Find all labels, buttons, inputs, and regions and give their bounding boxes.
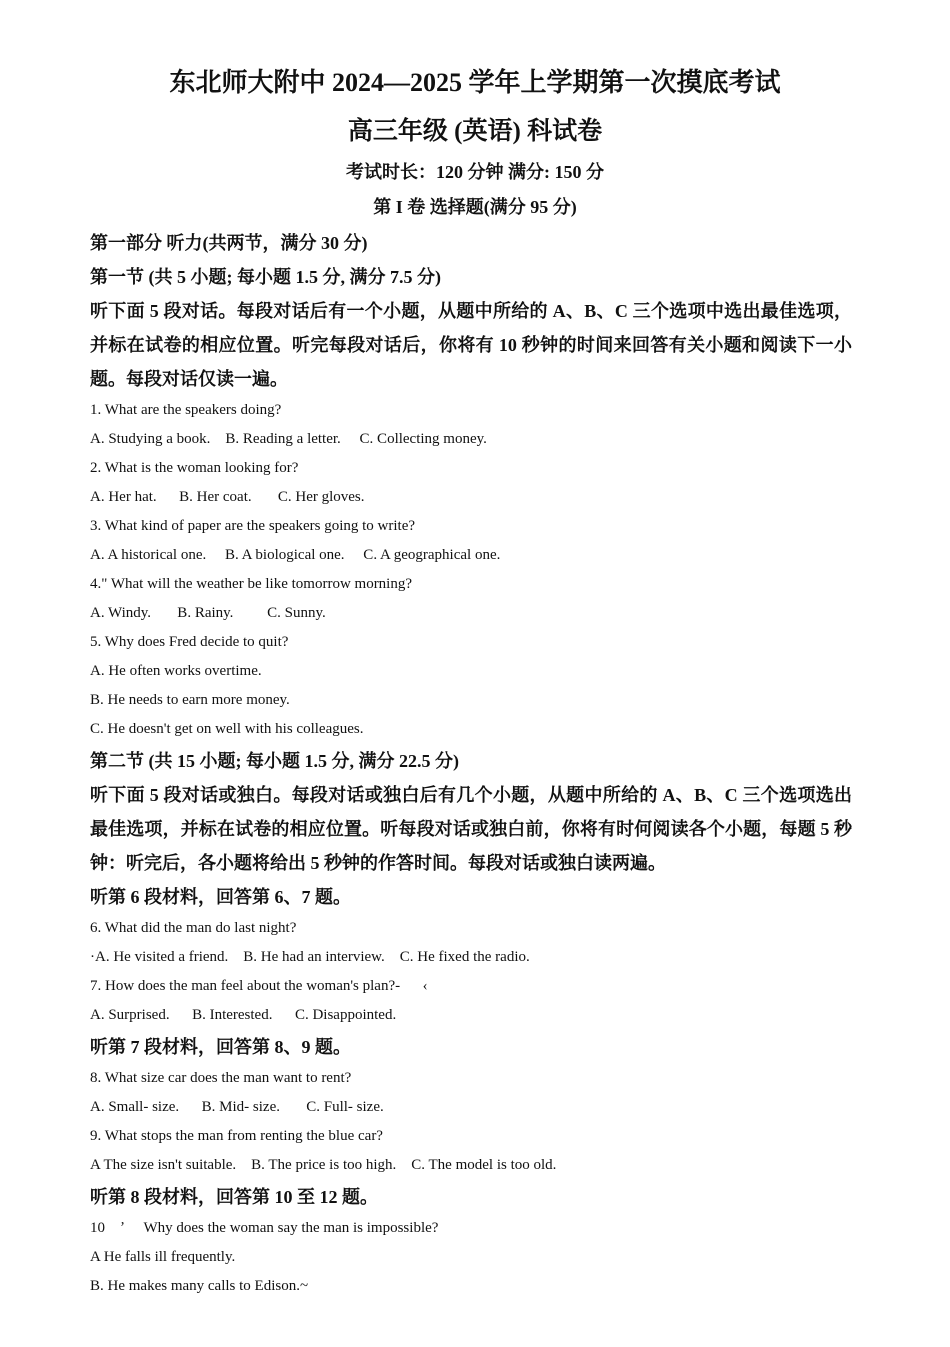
option-line: A. Small- size. B. Mid- size. C. Full- size. [90, 1099, 384, 1115]
option-line: A. Her hat. B. Her coat. C. Her gloves. [90, 489, 365, 505]
section1-heading: 第一节 (共 5 小题; 每小题 1.5 分, 满分 7.5 分) [90, 267, 441, 287]
question-line: 4." What will the weather be like tomorrow morning? [90, 576, 413, 592]
exam-title: 东北师大附中 2024—2025 学年上学期第一次摸底考试 [169, 68, 781, 97]
option-line: A The size isn't suitable. B. The price is too high. C. The model is too old. [90, 1157, 557, 1173]
material7-questions [90, 1064, 852, 1180]
section2-heading: 第二节 (共 15 小题; 每小题 1.5 分, 满分 22.5 分) [90, 751, 459, 771]
material7-heading: 听第 7 段材料，回答第 8、9 题。 [90, 1037, 351, 1057]
material6-questions [90, 914, 852, 1030]
option-line: A. Surprised. B. Interested. C. Disappointed. [90, 1007, 397, 1023]
exam-time-score: 考试时长：120 分钟 满分: 150 分 [346, 162, 604, 182]
option-line: A. A historical one. B. A biological one. C. A geographical one. [90, 547, 501, 563]
section1-instruction: 听下面 5 段对话。每段对话后有一个小题，从题中所给的 A、B、C 三个选项中选出最佳选项，并标在试卷的相应位置。听完每段对话后，你将有 10 秒钟的时间来回答有关小题和阅读下一小题。每段对话仅读一遍。 [90, 301, 852, 389]
material8-heading: 听第 8 段材料，回答第 10 至 12 题。 [90, 1187, 378, 1207]
option-line: A. Studying a book. B. Reading a letter. C. Collecting money. [90, 431, 487, 447]
section1-questions [90, 396, 852, 744]
option-line: A He falls ill frequently. [90, 1249, 236, 1265]
question-line: 9. What stops the man from renting the blue car? [90, 1128, 383, 1144]
option-line: B. He makes many calls to Edison.~ [90, 1278, 309, 1294]
volume-heading: 第 I 卷 选择题(满分 95 分) [373, 197, 577, 217]
material8-questions [90, 1214, 852, 1301]
section2-instruction: 听下面 5 段对话或独白。每段对话或独白后有几个小题，从题中所给的 A、B、C 三个选项选出最佳选项，并标在试卷的相应位置。听每段对话或独白前，你将有时何阅读各个小题，每题 5 秒钟：听完后，各小题将给出 5 秒钟的作答时间。每段对话或独白读两遍。 [90, 785, 852, 873]
question-line: 8. What size car does the man want to rent? [90, 1070, 352, 1086]
question-line: 6. What did the man do last night? [90, 920, 297, 936]
question-line: 3. What kind of paper are the speakers going to write? [90, 518, 416, 534]
option-line: ·A. He visited a friend. B. He had an interview. C. He fixed the radio. [90, 949, 530, 965]
option-line: C. He doesn't get on well with his colleagues. [90, 721, 364, 737]
option-line: A. Windy. B. Rainy. C. Sunny. [90, 605, 326, 621]
question-line: 2. What is the woman looking for? [90, 460, 299, 476]
question-line: 7. How does the man feel about the woman's plan?- ‹ [90, 978, 428, 994]
option-line: B. He needs to earn more money. [90, 692, 290, 708]
option-line: A. He often works overtime. [90, 663, 262, 679]
question-line: 5. Why does Fred decide to quit? [90, 634, 289, 650]
question-line: 10 ʼ Why does the woman say the man is impossible? [90, 1220, 439, 1236]
material6-heading: 听第 6 段材料，回答第 6、7 题。 [90, 887, 351, 907]
part1-heading: 第一部分 听力(共两节，满分 30 分) [90, 233, 368, 253]
exam-subtitle: 高三年级 (英语) 科试卷 [347, 118, 603, 145]
exam-body [90, 226, 852, 1301]
question-line: 1. What are the speakers doing? [90, 402, 282, 418]
